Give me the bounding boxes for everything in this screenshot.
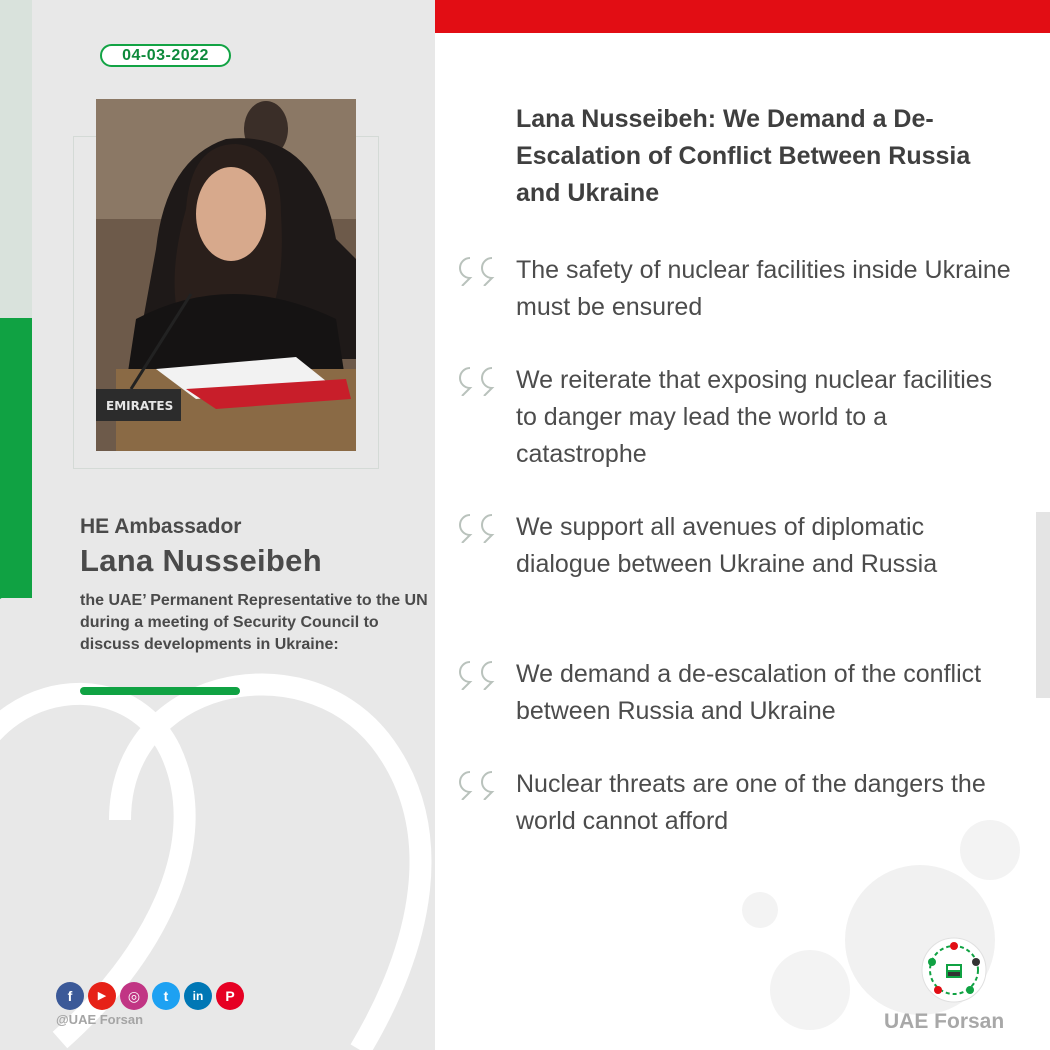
uae-forsan-logo <box>912 932 996 1008</box>
twitter-icon[interactable]: t <box>152 982 180 1010</box>
quote-icon <box>458 366 508 396</box>
quote-icon <box>458 770 508 800</box>
accent-strip-green <box>0 318 32 598</box>
linkedin-icon[interactable]: in <box>184 982 212 1010</box>
speaker-role: the UAE’ Permanent Representative to the UN during a meeting of Security Council to discuss developments in Ukraine: <box>80 592 428 653</box>
top-red-bar <box>435 0 1050 33</box>
quote-icon <box>458 660 508 690</box>
emirates-placard: EMIRATES <box>106 399 174 413</box>
speaker-title: HE Ambassador <box>80 515 242 538</box>
facebook-icon[interactable]: f <box>56 982 84 1010</box>
accent-strip-light <box>0 0 32 318</box>
brand-name: UAE Forsan <box>884 1010 1005 1033</box>
speaker-name: Lana Nusseibeh <box>80 543 322 578</box>
youtube-icon[interactable]: ▶ <box>88 982 116 1010</box>
social-handle: @UAE Forsan <box>56 1012 144 1027</box>
date-badge: 04-03-2022 <box>100 44 231 67</box>
right-scroll-bar <box>1036 512 1050 698</box>
quote-icon <box>458 513 508 543</box>
social-icons <box>56 982 244 1010</box>
quote-text: We support all avenues of diplomatic dialogue between Ukraine and Russia <box>516 513 938 578</box>
quote-text: Nuclear threats are one of the dangers the world cannot afford <box>516 770 986 835</box>
speaker-photo <box>96 99 356 451</box>
quote-text: We reiterate that exposing nuclear facilities to danger may lead the world to a catastrophe <box>516 366 993 468</box>
instagram-icon[interactable]: ◎ <box>120 982 148 1010</box>
headline: Lana Nusseibeh: We Demand a De-Escalation of Conflict Between Russia and Ukraine <box>516 105 971 207</box>
green-underline <box>80 687 240 695</box>
pinterest-icon[interactable]: P <box>216 982 244 1010</box>
quote-icon <box>458 256 508 286</box>
quote-text: We demand a de-escalation of the conflict between Russia and Ukraine <box>516 660 982 725</box>
quote-text: The safety of nuclear facilities inside Ukraine must be ensured <box>516 256 1011 321</box>
